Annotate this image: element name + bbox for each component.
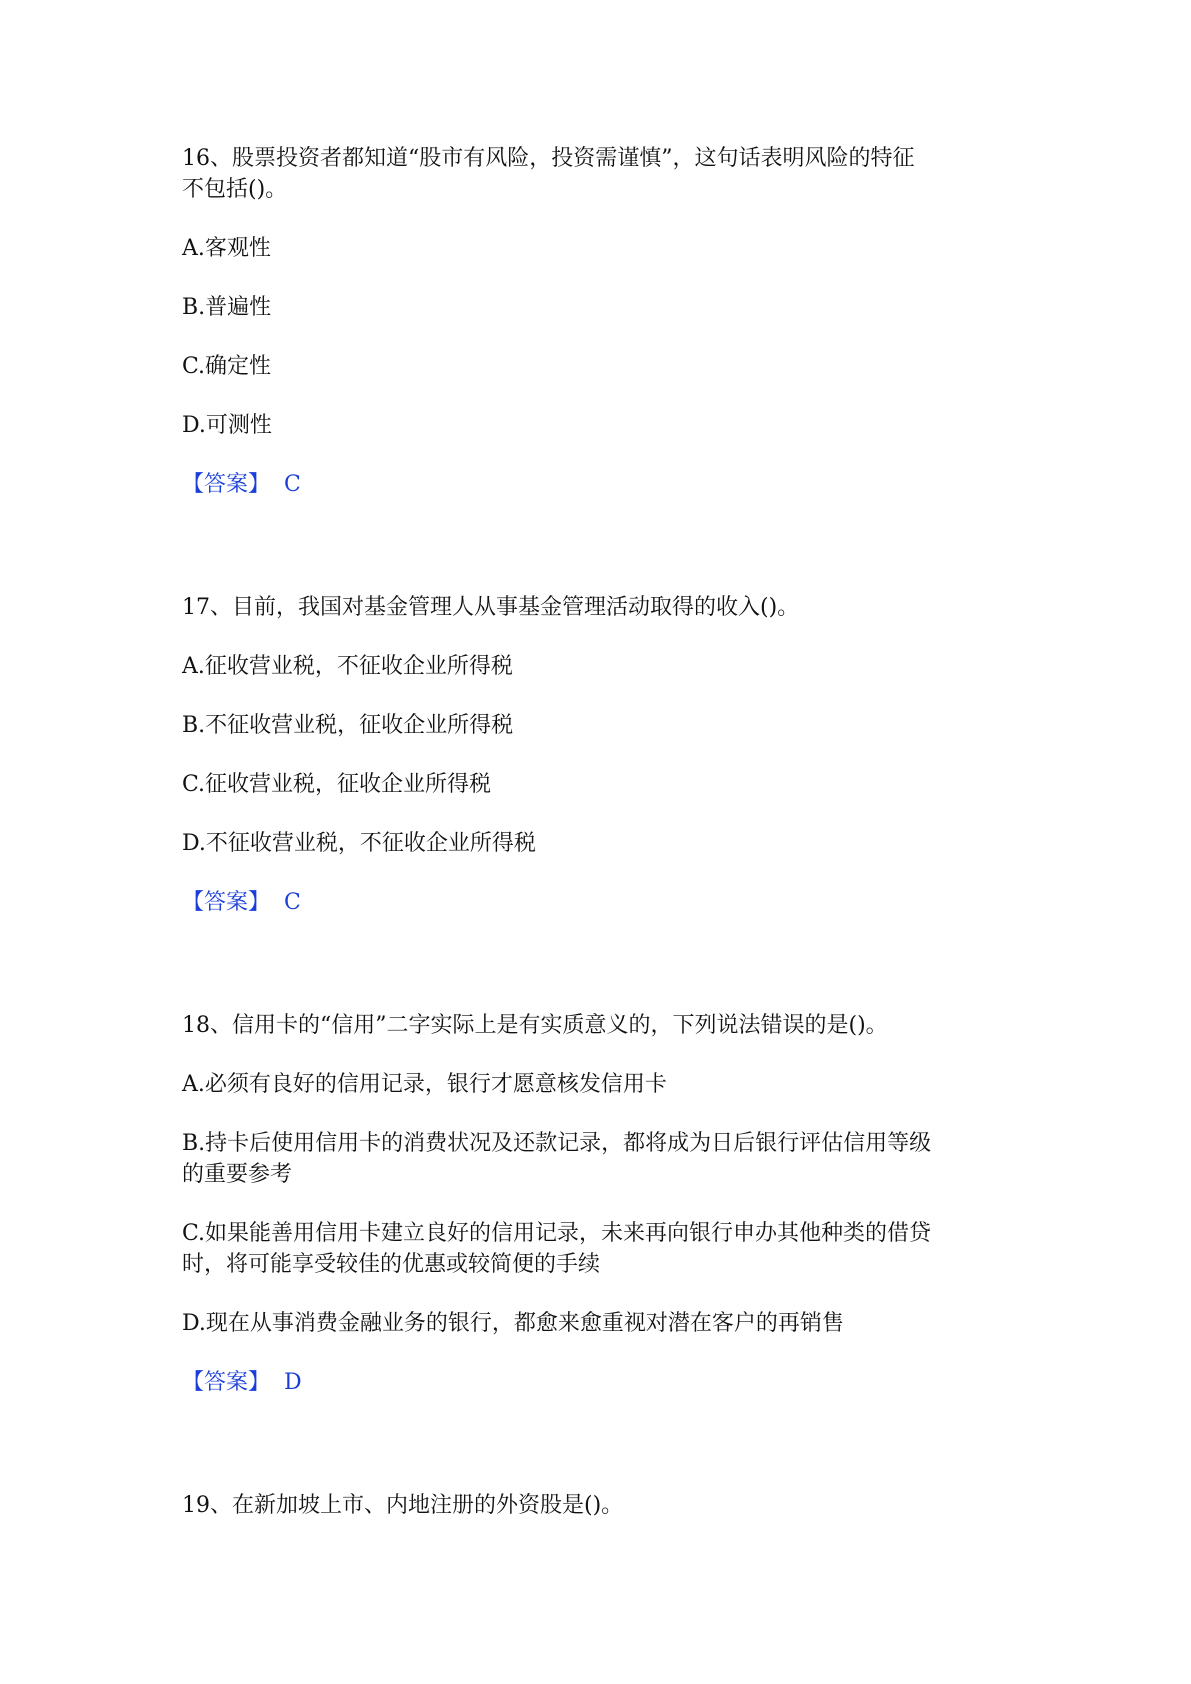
question-17-option-c: C.征收营业税，征收企业所得税	[182, 772, 492, 797]
question-17-option-a: A.征收营业税，不征收企业所得税	[182, 654, 513, 679]
question-17-answer	[182, 887, 301, 919]
question-18-option-c-line-2: 时，将可能享受较佳的优惠或较简便的手续	[182, 1252, 601, 1277]
question-16-option-d: D.可测性	[182, 413, 272, 438]
question-16-stem-line-2: 不包括()。	[182, 177, 288, 202]
question-19-stem-line-1: 19、在新加坡上市、内地注册的外资股是()。	[182, 1493, 624, 1518]
question-16-option-c: C.确定性	[182, 354, 272, 379]
question-18-option-d: D.现在从事消费金融业务的银行，都愈来愈重视对潜在客户的再销售	[182, 1311, 844, 1336]
question-18-answer	[182, 1367, 302, 1399]
question-17-option-d: D.不征收营业税，不征收企业所得税	[182, 831, 536, 856]
answer-label: 【答案】	[182, 890, 271, 915]
question-18-option-a: A.必须有良好的信用记录，银行才愿意核发信用卡	[182, 1072, 667, 1097]
answer-value: D	[284, 1370, 302, 1395]
answer-label: 【答案】	[182, 472, 271, 497]
question-17-stem-line-1: 17、目前，我国对基金管理人从事基金管理活动取得的收入()。	[182, 595, 800, 620]
question-16-answer	[182, 469, 301, 501]
question-18-stem-line-1: 18、信用卡的“信用”二字实际上是有实质意义的，下列说法错误的是()。	[182, 1013, 888, 1038]
answer-label: 【答案】	[182, 1370, 271, 1395]
question-18-option-b-line-1: B.持卡后使用信用卡的消费状况及还款记录，都将成为日后银行评估信用等级	[182, 1131, 932, 1156]
question-18-option-c-line-1: C.如果能善用信用卡建立良好的信用记录，未来再向银行申办其他种类的借贷	[182, 1221, 932, 1246]
question-16-option-a: A.客观性	[182, 236, 271, 261]
answer-value: C	[284, 890, 301, 915]
question-16-option-b: B.普遍性	[182, 295, 272, 320]
question-17-option-b: B.不征收营业税，征收企业所得税	[182, 713, 514, 738]
question-18-option-b-line-2: 的重要参考	[182, 1162, 293, 1187]
answer-value: C	[284, 472, 301, 497]
question-16-stem-line-1: 16、股票投资者都知道“股市有风险，投资需谨慎”，这句话表明风险的特征	[182, 146, 915, 171]
